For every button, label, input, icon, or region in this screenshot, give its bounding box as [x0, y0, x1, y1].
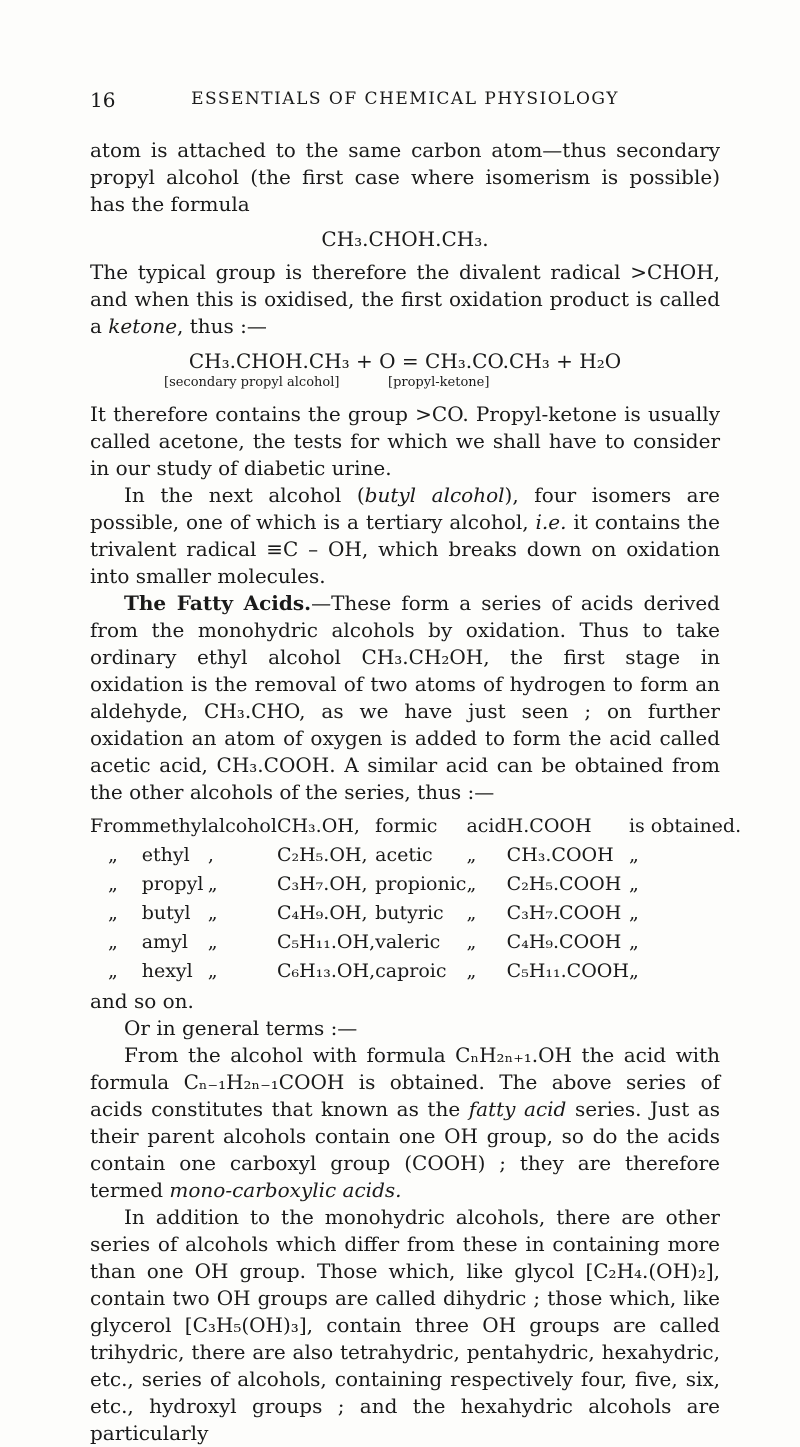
running-title: ESSENTIALS OF CHEMICAL PHYSIOLOGY	[191, 89, 619, 109]
term-fatty-acid: fatty acid	[468, 1097, 567, 1121]
acid-table-acid: butyric	[375, 902, 444, 924]
acid-table-alcohol: ethyl	[141, 844, 190, 866]
acid-table-row	[90, 870, 741, 899]
acid-table-lead: „	[108, 873, 118, 895]
acid-table-lead: From	[90, 815, 142, 837]
term-mono-carboxylic: mono-carboxylic acids.	[169, 1178, 402, 1202]
acid-table-tail: is obtained.	[628, 815, 742, 837]
paragraph-6	[90, 1042, 720, 1204]
paragraph-4-c: it contains the trivalent radical ≡C – OH, which breaks down on oxidation into smaller molecules.	[90, 510, 721, 588]
paragraph-4	[90, 482, 720, 590]
acid-table-formula: C₆H₁₃.OH,	[276, 960, 376, 982]
general-terms: Or in general terms :—	[124, 1016, 358, 1040]
acid-table-acid-formula: C₃H₇.COOH	[506, 902, 622, 924]
alcohol-acid-table	[90, 812, 741, 986]
abbr-ie: i.e.	[535, 510, 567, 534]
paragraph-6-a: From the alcohol with formula CₙH₂ₙ₊₁.OH the acid with formula Cₙ₋₁H₂ₙ₋₁COOH is obtained. The above series of acids constitutes that known as the	[90, 1043, 720, 1121]
acid-table-mark2: „	[466, 844, 477, 866]
acid-table-row	[90, 812, 741, 841]
acid-table-formula: C₂H₅.OH,	[276, 844, 368, 866]
acid-table-acid-formula: C₅H₁₁.COOH	[506, 960, 629, 982]
acid-table-acid: propionic	[375, 873, 467, 895]
acid-table-mark2: acid	[466, 815, 507, 837]
paragraph-2	[90, 259, 720, 340]
acid-table-mark1: alcohol	[207, 815, 277, 837]
acid-table-mark2: „	[466, 873, 477, 895]
acid-table-tail: „	[628, 873, 639, 895]
oxidation-equation: CH₃.CHOH.CH₃ + O = CH₃.CO.CH₃ + H₂O	[188, 349, 622, 373]
acid-table-alcohol: hexyl	[141, 960, 193, 982]
acid-table-mark1: „	[207, 960, 218, 982]
acid-table-lead: „	[108, 960, 118, 982]
acid-table-acid: formic	[375, 815, 438, 837]
acid-table-formula: C₄H₉.OH,	[276, 902, 368, 924]
acid-table-row	[90, 841, 741, 870]
running-header	[90, 88, 720, 116]
acid-table-lead: „	[108, 902, 118, 924]
label-propyl-ketone: [propyl-ketone]	[388, 375, 490, 390]
paragraph-4-b: ), four isomers are possible, one of which is a tertiary alcohol,	[90, 483, 721, 534]
page-body	[90, 137, 742, 1447]
acid-table-mark2: „	[466, 902, 477, 924]
acid-table-alcohol: butyl	[141, 902, 191, 924]
acid-table-tail: „	[628, 960, 639, 982]
acid-table-mark1: „	[207, 873, 218, 895]
paragraph-2-end: , thus :—	[177, 314, 267, 338]
acid-table-acid-formula: C₂H₅.COOH	[506, 873, 622, 895]
paragraph-1: atom is attached to the same carbon atom—thus secondary propyl alcohol (the first case where isomerism is possible) has the formula	[90, 138, 720, 216]
acid-table-acid: caproic	[375, 960, 447, 982]
acid-table-alcohol: methyl	[141, 815, 208, 837]
acid-table-tail: „	[628, 844, 639, 866]
page-number: 16	[90, 88, 116, 112]
paragraph-2-text: The typical group is therefore the divalent radical >CHOH, and when this is oxidised, the first oxidation product is called a	[90, 260, 720, 338]
acid-table-row	[90, 928, 741, 957]
acid-table-formula: CH₃.OH,	[276, 815, 360, 837]
acid-table-tail: „	[628, 902, 639, 924]
term-butyl-alcohol: butyl alcohol	[364, 483, 505, 507]
acid-table-formula: C₅H₁₁.OH,	[276, 931, 376, 953]
paragraph-3: It therefore contains the group >CO. Propyl-ketone is usually called acetone, the tests for which we shall have to consider in our study of diabetic urine.	[90, 402, 720, 480]
acid-table-acid-formula: CH₃.COOH	[506, 844, 614, 866]
equation-labels	[90, 375, 720, 393]
acid-table-mark1: „	[207, 931, 218, 953]
paragraph-6-b: series. Just as their parent alcohols contain one OH group, so do the acids contain one carboxyl group (COOH) ; they are therefore termed	[90, 1097, 720, 1202]
acid-table-alcohol: propyl	[141, 873, 204, 895]
acid-table-acid: acetic	[375, 844, 433, 866]
paragraph-5-text: —These form a series of acids derived from the monohydric alcohols by oxidation. Thus to take ordinary ethyl alcohol CH₃.CH₂OH, the first stage in oxidation is the removal of two atoms of hydrogen to form an aldehyde, CH₃.CHO, as we have just seen ; on further oxidation an atom of oxygen is added to form the acid called acetic acid, CH₃.COOH. A similar acid can be obtained from the other alcohols of the series, thus :—	[90, 591, 720, 804]
acid-table-mark1: ‚	[207, 844, 214, 866]
acid-table-mark2: „	[466, 960, 477, 982]
acid-table-mark2: „	[466, 931, 477, 953]
acid-table-row	[90, 957, 741, 986]
paragraph-7: In addition to the monohydric alcohols, there are other series of alcohols which differ from these in containing more than one OH group. Those which, like glycol [C₂H₄.(OH)₂], contain two OH groups are called dihydric ; those which, like glycerol [C₃H₅(OH)₃], contain three OH groups are called trihydric, there are also tetrahydric, pentahydric, hexahydric, etc., series of alcohols, containing respectively four, five, six, etc., hydroxyl groups ; and the hexahydric alcohols are particularly	[90, 1205, 720, 1445]
acid-table-acid-formula: H.COOH	[506, 815, 592, 837]
acid-table-acid: valeric	[375, 931, 441, 953]
formula-secondary-propyl: CH₃.CHOH.CH₃.	[321, 227, 489, 251]
paragraph-fatty-acids	[90, 590, 720, 806]
acid-table-alcohol: amyl	[141, 931, 188, 953]
paragraph-4-a: In the next alcohol (	[124, 483, 365, 507]
acid-table-mark1: „	[207, 902, 218, 924]
acid-table-formula: C₃H₇.OH,	[276, 873, 368, 895]
label-secondary-propyl-alcohol: [secondary propyl alcohol]	[164, 375, 340, 390]
term-ketone: ketone	[108, 314, 178, 338]
section-heading-fatty-acids: The Fatty Acids.	[124, 591, 312, 615]
acid-table-lead: „	[108, 931, 118, 953]
acid-table-lead: „	[108, 844, 118, 866]
acid-table-acid-formula: C₄H₉.COOH	[506, 931, 622, 953]
acid-table-tail: „	[628, 931, 639, 953]
acid-table-row	[90, 899, 741, 928]
and-so-on: and so on.	[90, 989, 194, 1013]
